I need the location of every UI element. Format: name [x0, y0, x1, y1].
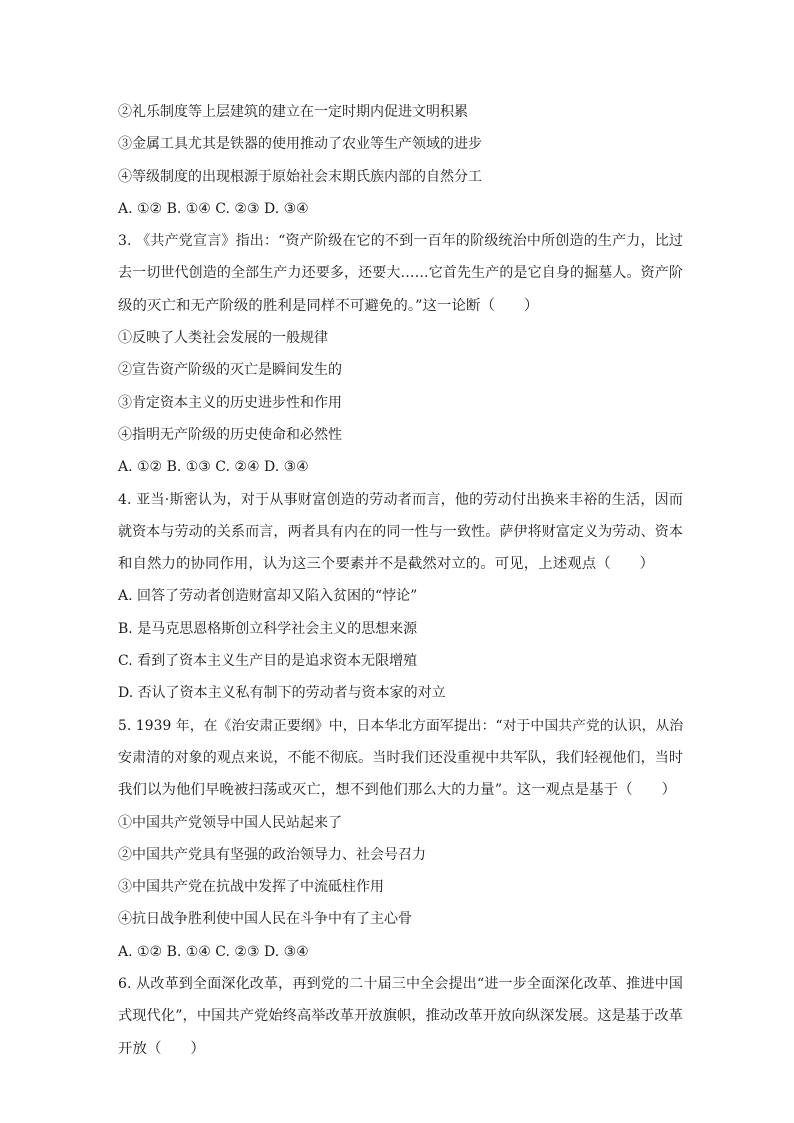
question-6-stem: 6. 从改革到全面深化改革，再到党的二十届三中全会提出“进一步全面深化改革、推进中国	[118, 976, 683, 993]
answer-option: D. 否认了资本主义私有制下的劳动者与资本家的对立	[118, 685, 446, 702]
question-text-body	[118, 96, 683, 1065]
answer-choices: A. ①② B. ①③ C. ②④ D. ③④	[118, 459, 309, 476]
question-6-stem: 式现代化”，中国共产党始终高举改革开放旗帜，推动改革开放向纵深发展。这是基于改革	[118, 1008, 683, 1025]
answer-option: B. 是马克思恩格斯创立科学社会主义的思想来源	[118, 620, 418, 637]
option-line: ③中国共产党在抗战中发挥了中流砥柱作用	[118, 879, 384, 896]
answer-choices: A. ①② B. ①④ C. ②③ D. ③④	[118, 200, 309, 217]
answer-choices: A. ①② B. ①④ C. ②③ D. ③④	[118, 943, 309, 960]
option-line: ③肯定资本主义的历史进步性和作用	[118, 394, 342, 411]
question-3-stem: 3. 《共产党宣言》指出：“资产阶级在它的不到一百年的阶级统治中所创造的生产力，比过	[118, 233, 683, 250]
option-line: ②宣告资产阶级的灭亡是瞬间发生的	[118, 362, 342, 379]
question-4-stem: 就资本与劳动的关系而言，两者具有内在的同一性与一致性。萨伊将财富定义为劳动、资本	[118, 523, 683, 540]
question-6-stem: 开放（ ）	[118, 1040, 205, 1057]
option-line: ②礼乐制度等上层建筑的建立在一定时期内促进文明积累	[118, 104, 468, 120]
question-5-stem: 5. 1939 年，在《治安肃正要纲》中，日本华北方面军提出：“对于中国共产党的认识，从治	[118, 717, 684, 734]
question-5-stem: 我们以为他们早晚被扫荡或灭亡，想不到他们那么大的力量”。这一观点是基于（ ）	[118, 782, 677, 799]
option-line: ④指明无产阶级的历史使命和必然性	[118, 426, 342, 443]
question-4-stem: 4. 亚当·斯密认为，对于从事财富创造的劳动者而言，他的劳动付出换来丰裕的生活，因而	[118, 491, 683, 508]
question-5-stem: 安肃清的对象的观点来说，不能不彻底。当时我们还没重视中共军队，我们轻视他们，当时	[118, 749, 683, 766]
question-3-stem: 级的灭亡和无产阶级的胜利是同样不可避免的。”这一论断（ ）	[118, 297, 539, 314]
option-line: ④抗日战争胜利使中国人民在斗争中有了主心骨	[118, 911, 412, 928]
question-4-stem: 和自然力的协同作用，认为这三个要素并不是截然对立的。可见，上述观点（ ）	[118, 556, 655, 573]
question-3-stem: 去一切世代创造的全部生产力还要多，还要大……它首先生产的是它自身的掘墓人。资产阶	[118, 265, 683, 282]
option-line: ①中国共产党领导中国人民站起来了	[118, 814, 342, 831]
option-line: ④等级制度的出现根源于原始社会末期氏族内部的自然分工	[118, 168, 482, 185]
answer-option: C. 看到了资本主义生产目的是追求资本无限增殖	[118, 653, 418, 670]
option-line: ①反映了人类社会发展的一般规律	[118, 330, 328, 347]
answer-option: A. 回答了劳动者创造财富却又陷入贫困的“悖论”	[118, 588, 418, 605]
option-line: ②中国共产党具有坚强的政治领导力、社会号召力	[118, 846, 426, 863]
option-line: ③金属工具尤其是铁器的使用推动了农业等生产领域的进步	[118, 136, 482, 153]
